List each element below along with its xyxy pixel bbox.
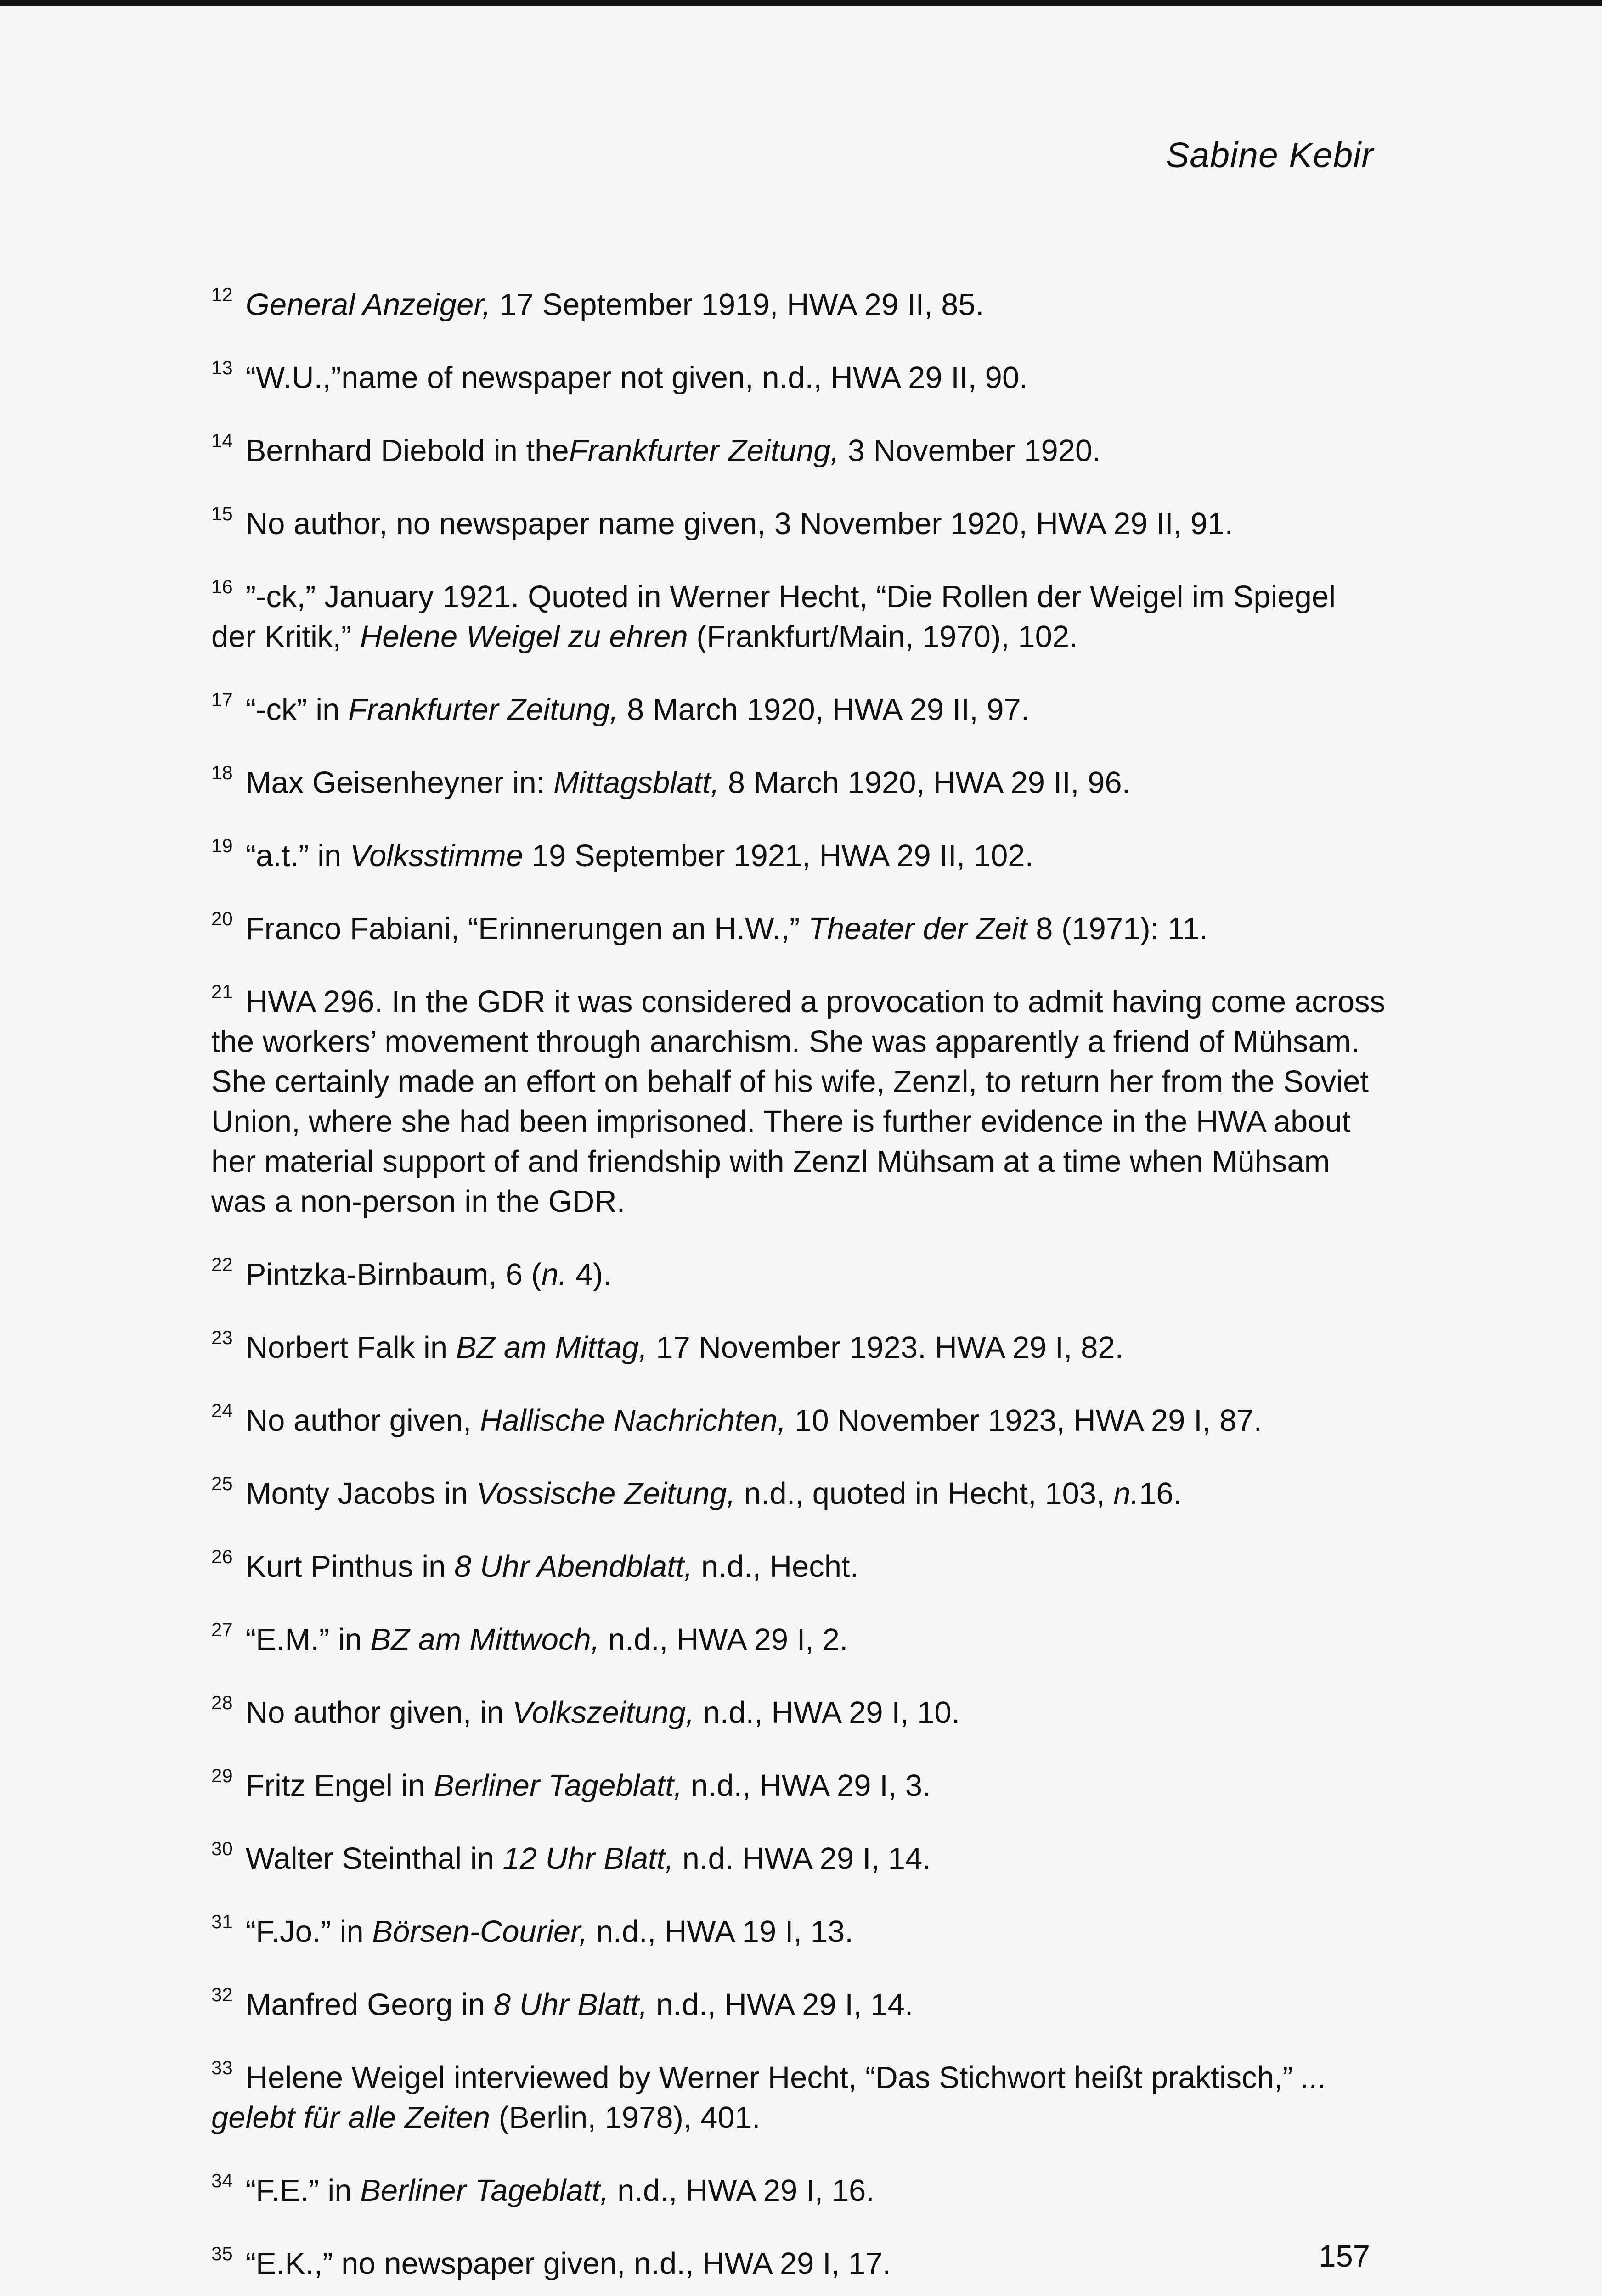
endnote-item [211, 763, 1387, 803]
endnote-item [211, 982, 1387, 1221]
endnote-title-italic: Mittagsblatt, [553, 765, 720, 800]
endnote-title-italic: n. [541, 1257, 567, 1292]
endnote-item [211, 431, 1387, 471]
endnote-title-italic: 8 Uhr Abendblatt, [454, 1549, 693, 1584]
endnote-item [211, 1401, 1387, 1441]
endnote-item [211, 1474, 1387, 1514]
endnote-number: 19 [211, 835, 233, 856]
endnote-text: 8 March 1920, HWA 29 II, 96. [719, 765, 1131, 800]
endnote-item [211, 1328, 1387, 1367]
endnote-text: n.d., quoted in Hecht, 103, [735, 1476, 1114, 1511]
endnote-item [211, 1839, 1387, 1879]
endnote-number: 14 [211, 430, 233, 451]
endnote-text: 17 September 1919, HWA 29 II, 85. [491, 287, 984, 322]
endnote-title-italic: BZ am Mittwoch, [370, 1622, 600, 1657]
endnote-number: 12 [211, 284, 233, 305]
endnote-text: “-ck” in [245, 692, 349, 727]
endnote-text: 10 November 1923, HWA 29 I, 87. [786, 1403, 1263, 1438]
endnote-text: n.d., HWA 29 I, 14. [647, 1987, 914, 2022]
endnote-number: 22 [211, 1254, 233, 1275]
endnote-item [211, 1547, 1387, 1587]
endnote-number: 33 [211, 2057, 233, 2078]
page-number: 157 [1319, 2239, 1370, 2273]
endnote-title-italic: Frankfurter Zeitung, [348, 692, 619, 727]
endnote-text: No author, no newspaper name given, 3 November 1920, HWA 29 II, 91. [245, 506, 1233, 541]
endnote-text: HWA 296. In the GDR it was considered a provocation to admit having come across the workers’ movement through anarchism. She was apparently a friend of Mühsam. She certainly made an effort on behalf of his wife, Zenzl, to return her from the Soviet Union, where she had been imprisoned. There is further evidence in the HWA about her material support of and friendship with Zenzl Mühsam at a time when Mühsam was a non-person in the GDR. [211, 985, 1386, 1219]
endnote-title-italic: Volksstimme [350, 838, 524, 873]
endnote-number: 20 [211, 908, 233, 929]
endnote-item [211, 1693, 1387, 1733]
endnote-title-italic: Berliner Tageblatt, [434, 1768, 683, 1803]
endnote-text: No author given, in [245, 1695, 513, 1730]
endnote-item [211, 1766, 1387, 1806]
endnote-number: 24 [211, 1400, 233, 1421]
endnote-text: 4). [567, 1257, 612, 1292]
endnote-text: (Berlin, 1978), 401. [490, 2100, 761, 2135]
endnote-item [211, 1985, 1387, 2025]
endnote-title-italic: Hallische Nachrichten, [479, 1403, 786, 1438]
endnote-number: 35 [211, 2243, 233, 2264]
endnote-number: 15 [211, 503, 233, 524]
endnote-item [211, 690, 1387, 730]
endnote-number: 34 [211, 2170, 233, 2191]
endnote-item [211, 1620, 1387, 1660]
endnote-text: 8 March 1920, HWA 29 II, 97. [618, 692, 1030, 727]
endnote-title-italic: General Anzeiger, [245, 287, 491, 322]
endnote-title-italic: 8 Uhr Blatt, [493, 1987, 648, 2022]
endnote-text: Max Geisenheyner in: [245, 765, 554, 800]
endnote-text: Manfred Georg in [245, 1987, 494, 2022]
endnote-text: ”-ck,” January 1921. Quoted in Werner Hecht, “Die Rollen der Weigel im Spiegel der Kritik,” [211, 580, 1336, 654]
top-border-rule [0, 0, 1602, 6]
endnote-item [211, 285, 1387, 325]
endnote-item [211, 836, 1387, 876]
endnote-text: Kurt Pinthus in [245, 1549, 455, 1584]
endnotes-list [211, 285, 1387, 2296]
endnote-item [211, 909, 1387, 949]
endnote-number: 30 [211, 1838, 233, 1859]
endnote-number: 28 [211, 1692, 233, 1713]
endnote-text: “F.Jo.” in [245, 1914, 372, 1949]
endnote-text: 16. [1139, 1476, 1182, 1511]
endnote-number: 13 [211, 357, 233, 378]
endnote-text: Franco Fabiani, “Erinnerungen an H.W.,” [245, 912, 808, 946]
endnote-text: n.d., HWA 29 I, 2. [599, 1622, 848, 1657]
endnote-item [211, 504, 1387, 544]
endnote-item [211, 1912, 1387, 1952]
endnote-text: Norbert Falk in [245, 1330, 456, 1365]
endnote-text: n.d., HWA 19 I, 13. [587, 1914, 853, 1949]
running-head-author: Sabine Kebir [1166, 135, 1374, 175]
endnote-number: 29 [211, 1765, 233, 1786]
endnote-text: “F.E.” in [245, 2173, 361, 2208]
endnote-text: 19 September 1921, HWA 29 II, 102. [523, 838, 1034, 873]
endnote-text: Helene Weigel interviewed by Werner Hecht, “Das Stichwort heißt praktisch,” [245, 2060, 1302, 2095]
endnote-title-italic: 12 Uhr Blatt, [502, 1841, 674, 1876]
endnote-text: Bernhard Diebold in the [245, 433, 569, 468]
endnote-text: n.d., Hecht. [693, 1549, 859, 1584]
endnote-item [211, 577, 1387, 657]
endnote-item [211, 358, 1387, 398]
endnote-text: Pintzka-Birnbaum, 6 ( [245, 1257, 542, 1292]
endnote-title-italic: Vossische Zeitung, [476, 1476, 736, 1511]
endnote-text: n.d., HWA 29 I, 3. [682, 1768, 931, 1803]
endnote-number: 18 [211, 762, 233, 783]
endnote-text: No author given, [245, 1403, 480, 1438]
endnote-text: (Frankfurt/Main, 1970), 102. [688, 619, 1078, 654]
endnote-title-italic: Volkszeitung, [512, 1695, 694, 1730]
endnote-number: 31 [211, 1911, 233, 1932]
endnote-title-italic: Theater der Zeit [808, 912, 1027, 946]
endnote-text: “E.M.” in [245, 1622, 371, 1657]
endnote-text: Monty Jacobs in [245, 1476, 477, 1511]
endnote-title-italic: Berliner Tageblatt, [360, 2173, 609, 2208]
endnote-item [211, 2244, 1387, 2284]
endnote-text: Walter Steinthal in [245, 1841, 503, 1876]
endnote-number: 21 [211, 981, 233, 1002]
endnote-text: 8 (1971): 11. [1027, 912, 1208, 946]
endnote-item [211, 2171, 1387, 2211]
endnote-text: 3 November 1920. [839, 433, 1101, 468]
endnote-title-italic: Frankfurter Zeitung, [569, 433, 840, 468]
endnote-title-italic: Helene Weigel zu ehren [360, 619, 688, 654]
endnote-text: n.d. HWA 29 I, 14. [673, 1841, 931, 1876]
endnote-number: 17 [211, 689, 233, 710]
endnote-number: 32 [211, 1984, 233, 2005]
endnote-text: “W.U.,”name of newspaper not given, n.d., HWA 29 II, 90. [245, 360, 1028, 395]
endnote-text: 17 November 1923. HWA 29 I, 82. [647, 1330, 1124, 1365]
endnote-number: 25 [211, 1473, 233, 1494]
endnote-number: 26 [211, 1546, 233, 1567]
endnote-item [211, 1255, 1387, 1294]
endnote-number: 27 [211, 1619, 233, 1640]
endnote-text: n.d., HWA 29 I, 16. [609, 2173, 874, 2208]
endnote-title-italic: BZ am Mittag, [456, 1330, 648, 1365]
endnote-text: n.d., HWA 29 I, 10. [694, 1695, 960, 1730]
endnote-text: “E.K.,” no newspaper given, n.d., HWA 29 I, 17. [245, 2246, 891, 2281]
endnote-item [211, 2058, 1387, 2138]
endnote-title-italic: ... gelebt für alle Zeiten [211, 2060, 1327, 2135]
endnote-title-italic: n. [1113, 1476, 1139, 1511]
endnote-number: 23 [211, 1327, 233, 1348]
endnote-title-italic: Börsen-Courier, [372, 1914, 588, 1949]
endnote-text: “a.t.” in [245, 838, 350, 873]
endnote-text: Fritz Engel in [245, 1768, 434, 1803]
endnote-number: 16 [211, 576, 233, 597]
